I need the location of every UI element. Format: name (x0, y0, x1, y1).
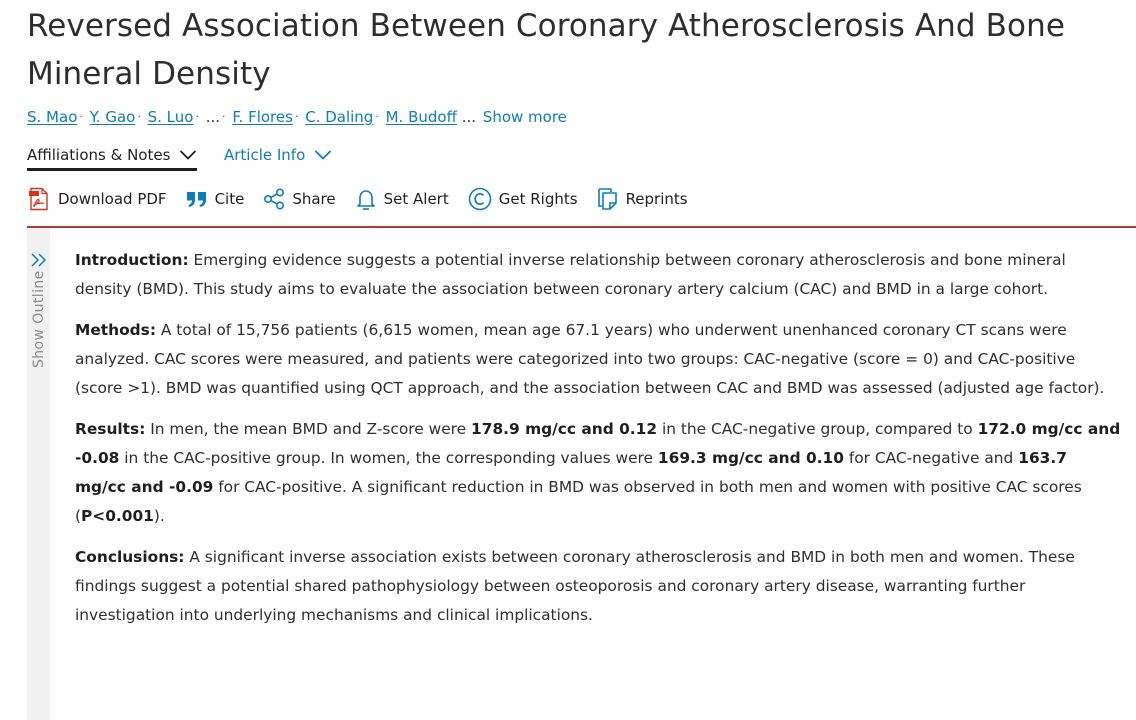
abstract-introduction (75, 246, 1123, 304)
section-text: A significant inverse association exists between coronary atherosclerosis and BMD in both men and women. These findings suggest a potential shared pathophysiology between osteoporosis and coronary artery disease, warranting further investigation into underlying mechanisms and clinical implications. (75, 548, 1075, 624)
article-title: Reversed Association Between Coronary Atherosclerosis And Bone Mineral Density (27, 8, 1066, 92)
download-pdf-button[interactable] (27, 187, 167, 211)
section-text: in the CAC-positive group. In women, the corresponding values were (119, 449, 658, 467)
get-rights-label: Get Rights (498, 190, 578, 208)
author-trailing-ellipsis: ... (461, 108, 477, 126)
section-text: A total of 15,756 patients (6,615 women, mean age 67.1 years) who underwent unenhanced coronary CT scans were analyzed. CAC scores were measured, and patients were categorized into two groups: CAC-negative (score = 0) and CAC-positive (score >1). BMD was quantified using QCT approach, and the association between CAC and BMD was assessed (adjusted age factor). (75, 321, 1105, 397)
abstract-results (75, 415, 1123, 531)
author-link[interactable]: F. Flores (232, 108, 293, 126)
section-text: ). (153, 507, 165, 525)
double-chevron-right-icon (30, 252, 48, 268)
author-link[interactable]: Y. Gao (89, 108, 136, 126)
section-text: for CAC-positive. A significant reduction in BMD was observed in both men and women with positive CAC scores ( (75, 478, 1082, 525)
author-separator: · (294, 110, 299, 123)
tab-affiliations-notes[interactable] (27, 144, 197, 171)
section-text: for CAC-negative and (843, 449, 1019, 467)
author-separator: · (195, 110, 199, 123)
article-toolbar (27, 186, 707, 212)
share-button[interactable] (263, 188, 335, 210)
pdf-icon (27, 187, 51, 211)
author-link[interactable]: C. Daling (305, 108, 374, 126)
get-rights-button[interactable] (468, 187, 578, 211)
cite-button[interactable] (186, 190, 245, 208)
quote-icon (186, 190, 208, 208)
section-text: In men, the mean BMD and Z-score were (145, 420, 472, 438)
show-outline-toggle[interactable] (27, 228, 50, 720)
reprints-button[interactable] (597, 187, 688, 211)
section-heading: Results: (75, 420, 146, 438)
result-value: 163.7 mg/cc and -0.09 (75, 449, 1067, 496)
section-heading: Conclusions: (75, 548, 185, 566)
result-value: 172.0 mg/cc and -0.08 (75, 420, 1121, 467)
author-link[interactable]: S. Mao (27, 108, 78, 126)
tab-label: Article Info (223, 146, 306, 164)
reprints-icon (597, 187, 619, 211)
section-divider (27, 226, 1136, 228)
copyright-icon (468, 187, 492, 211)
set-alert-button[interactable] (355, 188, 449, 210)
show-more-authors-button[interactable]: Show more (482, 108, 567, 126)
show-outline-label: Show Outline (31, 270, 47, 368)
author-list (27, 106, 567, 128)
info-tabs (27, 144, 354, 171)
chevron-down-icon (179, 149, 197, 161)
author-separator: · (79, 110, 83, 123)
download-pdf-label: Download PDF (58, 190, 167, 208)
author-separator: · (137, 110, 141, 123)
abstract-methods (75, 316, 1123, 403)
author-ellipsis: ... (205, 108, 221, 126)
author-link[interactable]: M. Budoff (385, 108, 457, 126)
reprints-label: Reprints (625, 190, 688, 208)
abstract-conclusions (75, 543, 1123, 630)
p-value: P<0.001 (81, 507, 154, 525)
cite-label: Cite (214, 190, 245, 208)
tab-label: Affiliations & Notes (27, 146, 171, 164)
section-text: in the CAC-negative group, compared to (657, 420, 978, 438)
share-label: Share (292, 190, 336, 208)
author-separator: · (222, 110, 226, 123)
section-text: Emerging evidence suggests a potential inverse relationship between coronary atherosclerosis and bone mineral density (BMD). This study aims to evaluate the association between coronary artery calcium (CAC) and BMD in a large cohort. (75, 251, 1066, 298)
share-icon (263, 188, 285, 210)
author-separator: · (375, 110, 379, 123)
abstract (75, 246, 1123, 642)
result-value: 178.9 mg/cc and 0.12 (471, 420, 658, 438)
section-heading: Methods: (75, 321, 156, 339)
chevron-down-icon (314, 149, 332, 161)
tab-article-info[interactable] (224, 144, 332, 171)
bell-icon (355, 188, 377, 210)
section-heading: Introduction: (75, 251, 189, 269)
set-alert-label: Set Alert (383, 190, 449, 208)
author-link[interactable]: S. Luo (147, 108, 194, 126)
result-value: 169.3 mg/cc and 0.10 (657, 449, 844, 467)
